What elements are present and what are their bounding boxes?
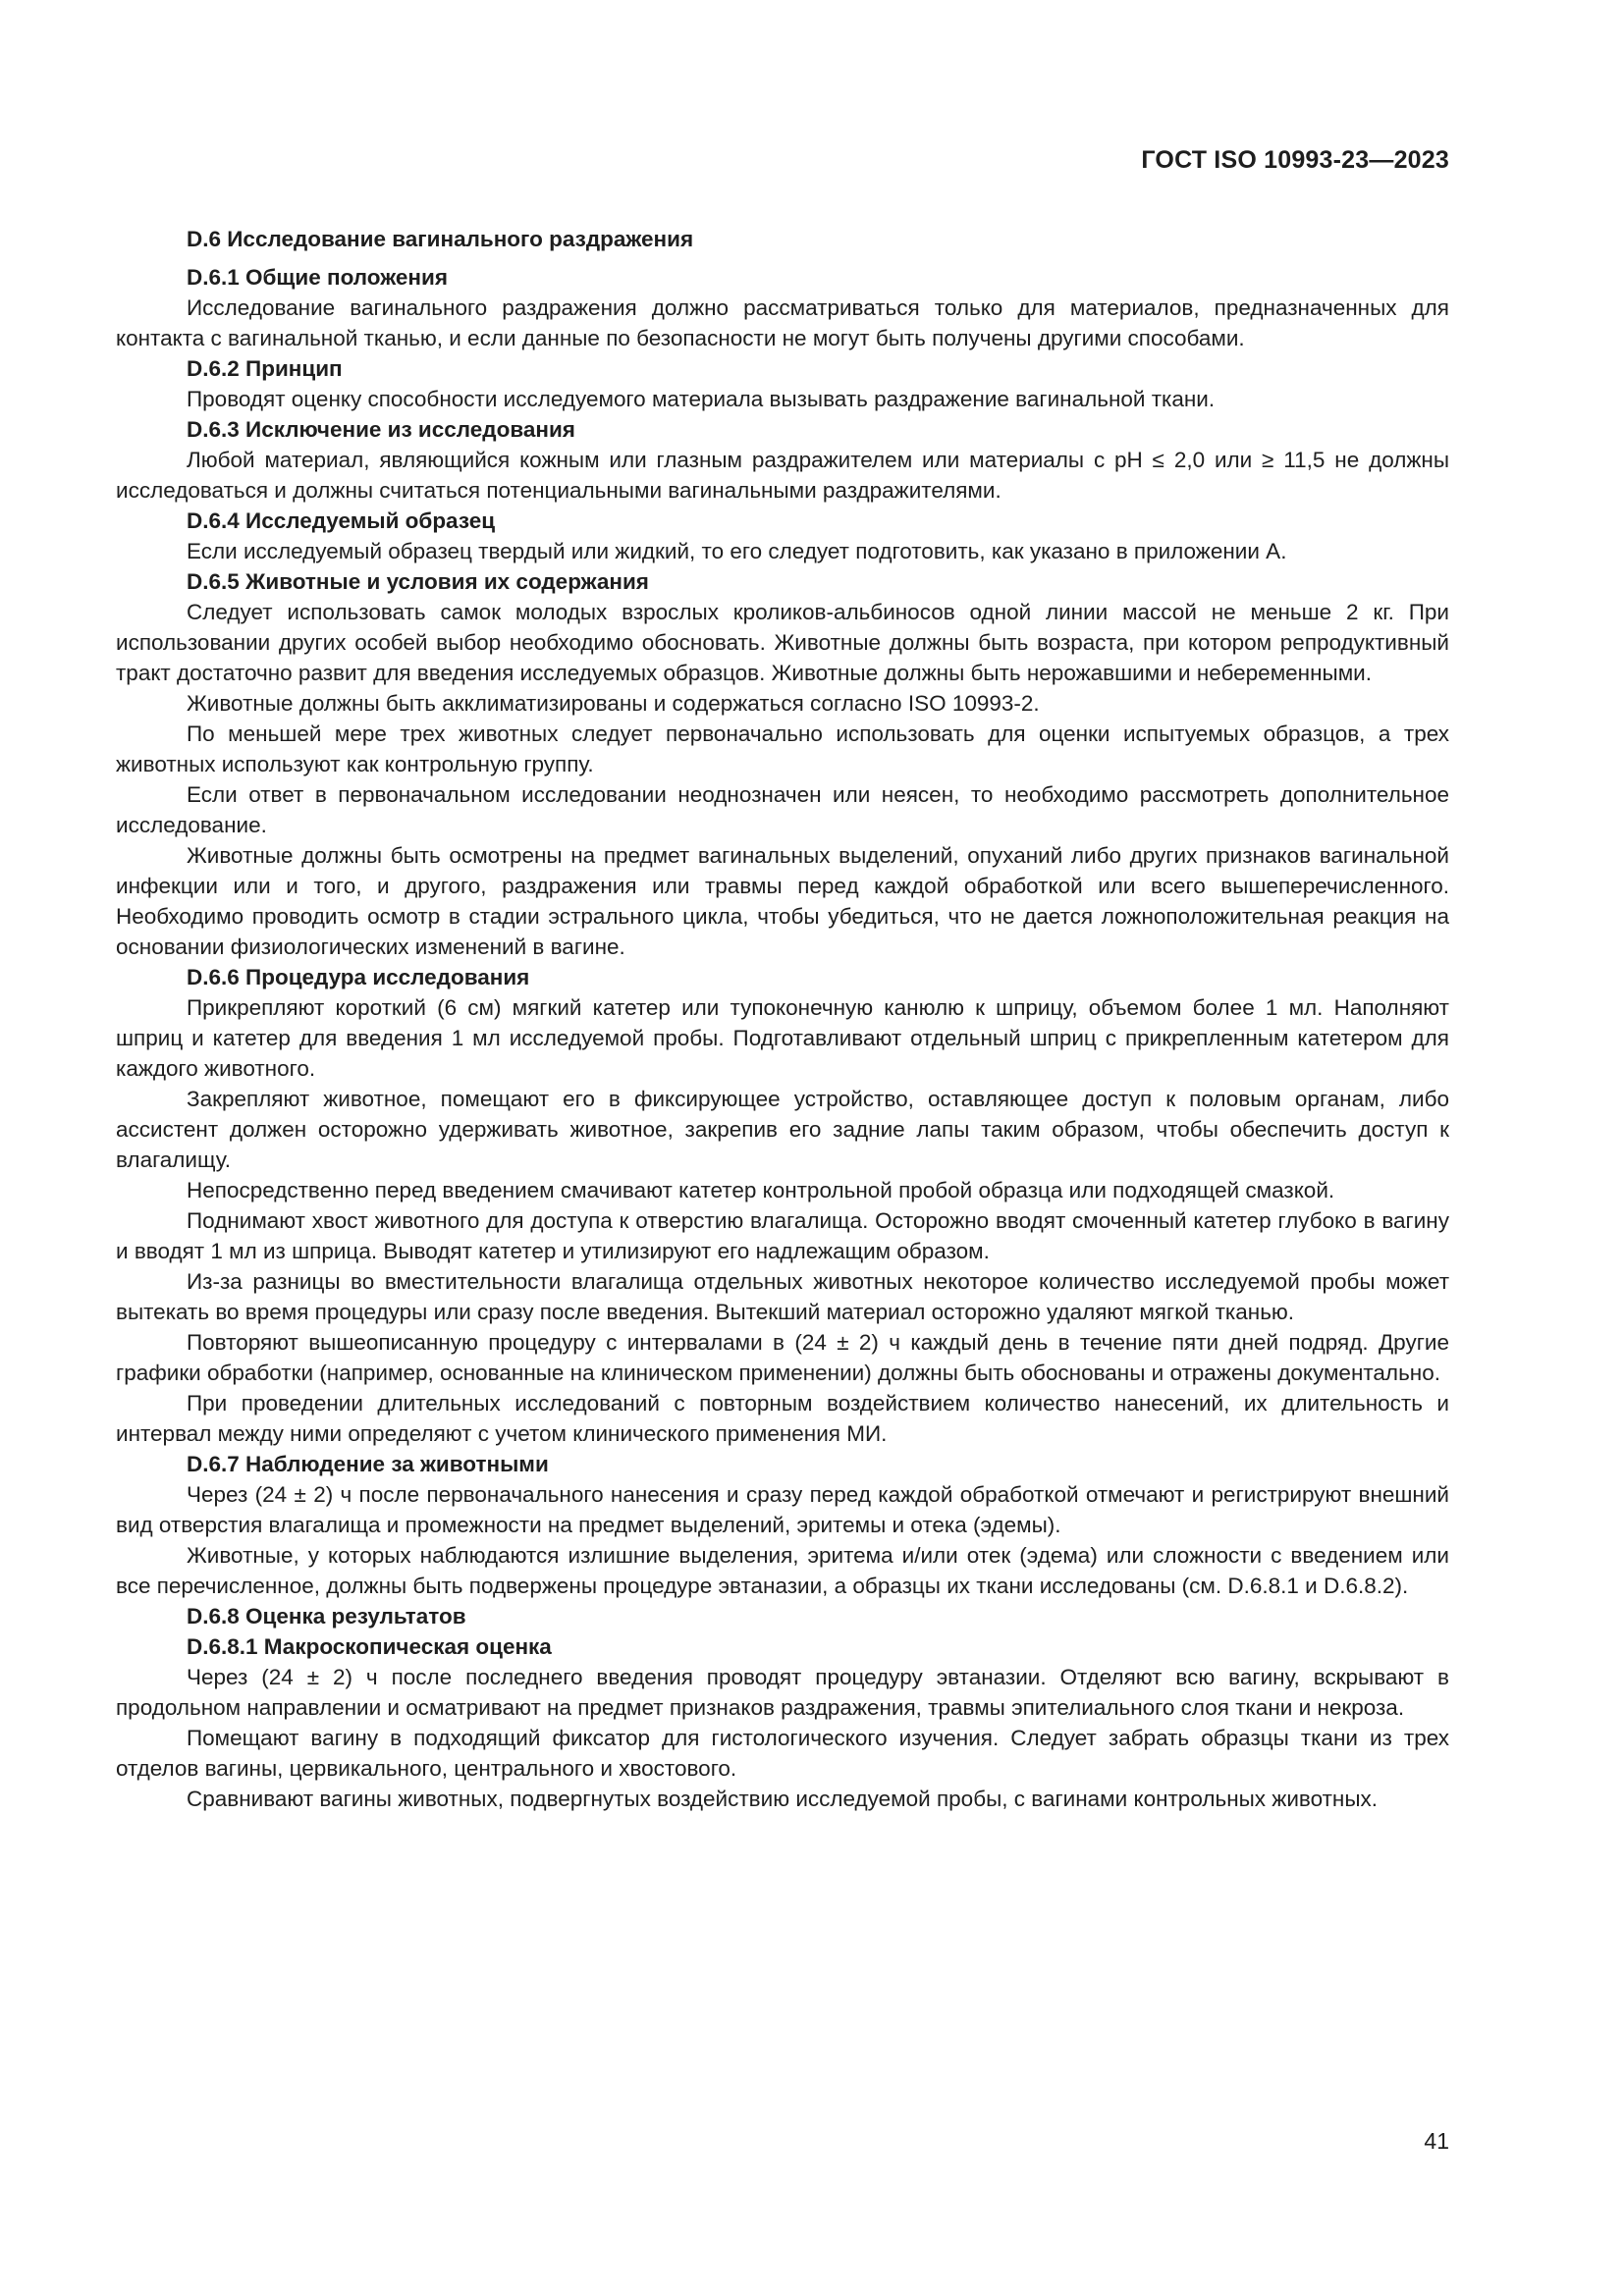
paragraph: Повторяют вышеописанную процедуру с интервалами в (24 ± 2) ч каждый день в течение пяти дней подряд. Другие графики обработки (например, основанные на клиническом применении) должны быть обоснованы и отражены документально. [116,1330,1449,1385]
paragraph: Помещают вагину в подходящий фиксатор для гистологического изучения. Следует забрать образцы ткани из трех отделов вагины, цервикального, центрального и хвостового. [116,1726,1449,1781]
paragraph: Любой материал, являющийся кожным или глазным раздражителем или материалы с рН ≤ 2,0 или ≥ 11,5 не должны исследоваться и должны считаться потенциальными вагинальными раздражителями. [116,448,1449,503]
paragraph: Закрепляют животное, помещают его в фиксирующее устройство, оставляющее доступ к половым органам, либо ассистент должен осторожно удерживать животное, закрепив его задние лапы таким образом, чтобы обеспечить доступ к влагалищу. [116,1087,1449,1172]
paragraph: Следует использовать самок молодых взрослых кроликов-альбиносов одной линии массой не меньше 2 кг. При использовании других особей выбор необходимо обосновать. Животные должны быть возраста, при котором репродуктивный тракт достаточно развит для введения исследуемых образцов. Животные должны быть нерожавшими и небеременными. [116,600,1449,685]
paragraph: При проведении длительных исследований с повторным воздействием количество нанесений, их длительность и интервал между ними определяют с учетом клинического применения МИ. [116,1391,1449,1446]
section-title-d6-1: D.6.1 Общие положения [187,265,448,290]
document-standard-header: ГОСТ ISO 10993-23—2023 [1141,146,1449,174]
section-title-d6-4: D.6.4 Исследуемый образец [187,508,496,533]
paragraph: Поднимают хвост животного для доступа к отверстию влагалища. Осторожно вводят смоченный катетер глубоко в вагину и вводят 1 мл из шприца. Выводят катетер и утилизируют его надлежащим образом. [116,1208,1449,1263]
paragraph: Если исследуемый образец твердый или жидкий, то его следует подготовить, как указано в приложении А. [187,539,1287,563]
page-number: 41 [1424,2128,1449,2154]
paragraph: Через (24 ± 2) ч после последнего введения проводят процедуру эвтаназии. Отделяют всю вагину, вскрывают в продольном направлении и осматривают на предмет признаков раздражения, травмы эпителиального слоя ткани и некроза. [116,1665,1449,1720]
paragraph: Сравнивают вагины животных, подвергнутых воздействию исследуемой пробы, с вагинами контрольных животных. [187,1787,1379,1811]
section-title-d6-7: D.6.7 Наблюдение за животными [187,1452,549,1476]
section-title-d6-6: D.6.6 Процедура исследования [187,965,530,989]
paragraph: Животные должны быть акклиматизированы и содержаться согласно ISO 10993-2. [187,691,1040,716]
document-body [116,224,1449,1814]
paragraph: Из-за разницы во вместительности влагалища отдельных животных некоторое количество исследуемой пробы может вытекать во время процедуры или сразу после введения. Вытекший материал осторожно удаляют мягкой тканью. [116,1269,1449,1324]
section-title-d6-3: D.6.3 Исключение из исследования [187,417,575,442]
paragraph: Через (24 ± 2) ч после первоначального нанесения и сразу перед каждой обработкой отмечают и регистрируют внешний вид отверстия влагалища и промежности на предмет выделений, эритемы и отека (эдемы). [116,1482,1449,1537]
paragraph: Животные должны быть осмотрены на предмет вагинальных выделений, опуханий либо других признаков вагинальной инфекции или и того, и другого, раздражения или травмы перед каждой обработкой или всего вышеперечисленного. Необходимо проводить осмотр в стадии эстрального цикла, чтобы убедиться, что не дается ложноположительная реакция на основании физиологических изменений в вагине. [116,843,1449,959]
paragraph: Прикрепляют короткий (6 см) мягкий катетер или тупоконечную канюлю к шприцу, объемом более 1 мл. Наполняют шприц и катетер для введения 1 мл исследуемой пробы. Подготавливают отдельный шприц с прикрепленным катетером для каждого животного. [116,995,1449,1081]
section-title-d6: D.6 Исследование вагинального раздражения [187,227,694,251]
paragraph: Животные, у которых наблюдаются излишние выделения, эритема и/или отек (эдема) или сложности с введением или все перечисленное, должны быть подвержены процедуре эвтаназии, а образцы их ткани исследованы (см. D.6.8.1 и D.6.8.2). [116,1543,1449,1598]
paragraph: Исследование вагинального раздражения должно рассматриваться только для материалов, предназначенных для контакта с вагинальной тканью, и если данные по безопасности не могут быть получены другими способами. [116,295,1449,350]
paragraph: Если ответ в первоначальном исследовании неоднозначен или неясен, то необходимо рассмотреть дополнительное исследование. [116,782,1449,837]
section-title-d6-2: D.6.2 Принцип [187,356,343,381]
paragraph: По меньшей мере трех животных следует первоначально использовать для оценки испытуемых образцов, а трех животных используют как контрольную группу. [116,721,1449,776]
section-title-d6-8: D.6.8 Оценка результатов [187,1604,466,1629]
paragraph: Проводят оценку способности исследуемого материала вызывать раздражение вагинальной ткани. [187,387,1216,411]
section-title-d6-5: D.6.5 Животные и условия их содержания [187,569,649,594]
paragraph: Непосредственно перед введением смачивают катетер контрольной пробой образца или подходящей смазкой. [187,1178,1335,1202]
section-title-d6-8-1: D.6.8.1 Макроскопическая оценка [187,1634,552,1659]
